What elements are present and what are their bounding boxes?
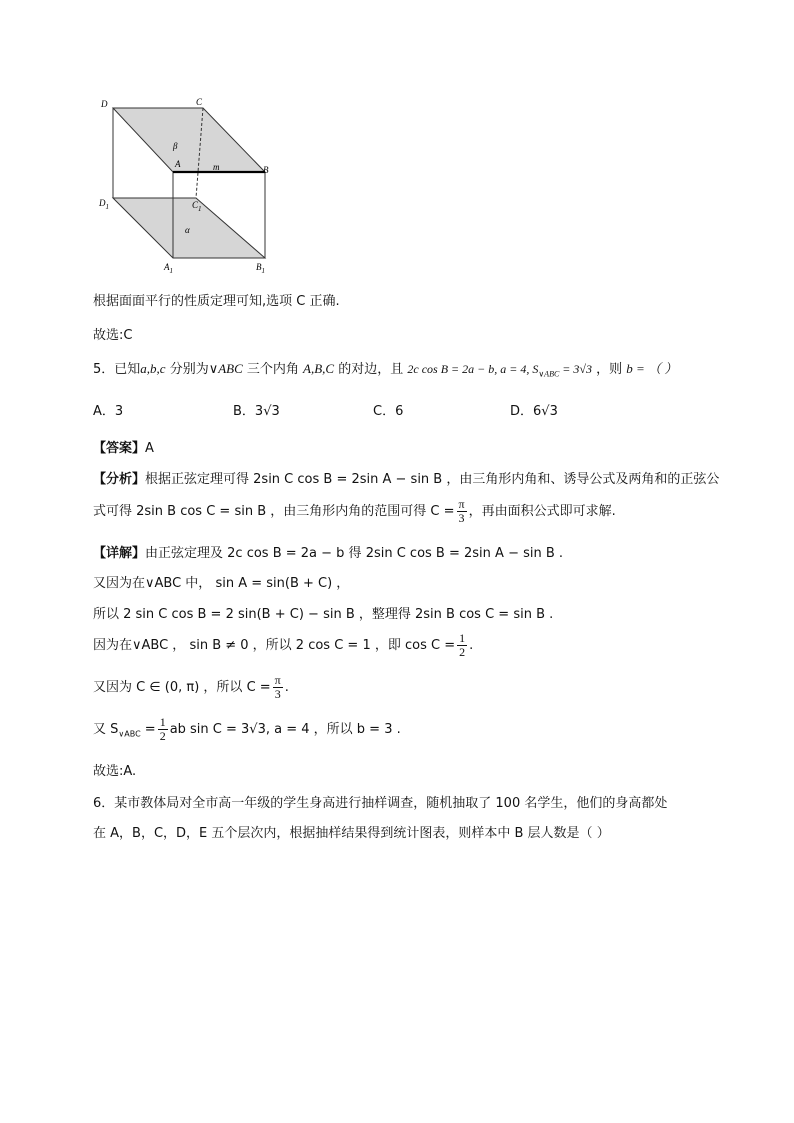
answer-tag: 【答案】 (93, 441, 146, 456)
option-b: B．3√3 (233, 404, 280, 419)
label-beta: β (173, 141, 178, 151)
detail-text: ab sin C = 3√3, a = 4 ，所以 b = 3 . (169, 722, 401, 737)
detail-text: 又 S (93, 722, 119, 737)
label-D: D (101, 99, 108, 109)
detail-line-3: 所以 2 sin C cos B = 2 sin(B + C) − sin B ，整理得 2sin B cos C = sin B . (93, 607, 554, 622)
label-B: B (263, 165, 269, 175)
answer-line (93, 437, 154, 456)
analysis-text: 根据正弦定理可得 2sin C cos B = 2sin A − sin B ，由三角形内角和、诱导公式及两角和的正弦公 (145, 472, 720, 487)
detail-text: 又因为 C ∈ (0, π) ，所以 C = (93, 680, 271, 695)
option-a: A．3 (93, 404, 124, 419)
fraction: $\frac{1}{2}$ (459, 631, 466, 659)
q5-text: 分别为 (165, 362, 209, 377)
detail-text: . (284, 680, 289, 695)
detail-line-5 (93, 674, 289, 701)
detail-text: 由正弦定理及 2c cos B = 2a − b 得 2sin C cos B = 2sin A − sin B . (145, 546, 564, 561)
q5-angles: A,B,C (303, 361, 335, 376)
detail-line-2: 又因为在∨ABC 中， sin A = sin(B + C) ， (93, 576, 350, 591)
question-6-line-1: 6．某市教体局对全市高一年级的学生身高进行抽样调查，随机抽取了 100 名学生，他们的身高都处 (93, 796, 668, 811)
analysis-tag: 【分析】 (93, 472, 146, 487)
q5-text: 的对边，且 (334, 362, 408, 377)
label-A: A (175, 159, 181, 169)
detail-text: . (469, 638, 474, 653)
q5-vars: a,b,c (140, 361, 166, 376)
analysis-text: ，再由面积公式即可求解. (468, 504, 616, 519)
plane-beta (113, 108, 265, 172)
detail-line-6 (93, 716, 401, 743)
geometry-figure (95, 95, 280, 280)
option-d: D．6√3 (510, 404, 558, 419)
analysis-text: 式可得 2sin B cos C = sin B ，由三角形内角的范围可得 C = (93, 504, 455, 519)
fraction: $\frac{\pi}{3}$ (458, 497, 465, 525)
label-C: C (196, 97, 203, 107)
label-alpha: α (185, 225, 190, 235)
label-A1: $A_1$ (164, 262, 173, 275)
detail-line-7: 故选:A. (93, 764, 137, 779)
fraction: $\frac{\pi}{3}$ (274, 673, 281, 701)
q5-triangle: ∨ABC (208, 361, 243, 376)
q5-number: 5．已知 (93, 362, 141, 377)
q5-sub: ∨ABC (538, 369, 560, 379)
label-C1: $C_1$ (192, 200, 202, 213)
detail-line-1 (93, 542, 563, 561)
conclusion-line: 根据面面平行的性质定理可知,选项 C 正确. (93, 294, 340, 309)
analysis-line-2 (93, 498, 616, 525)
option-c: C．6 (373, 404, 404, 419)
label-B1: $B_1$ (256, 262, 265, 275)
answer-value: A (145, 441, 154, 456)
detail-text: = (140, 722, 156, 737)
q5-text: ，则 (591, 362, 627, 377)
label-m: m (213, 162, 220, 172)
detail-tag: 【详解】 (93, 546, 146, 561)
detail-text: 因为在∨ABC ， sin B ≠ 0 ，所以 2 cos C = 1 ，即 cos C = (93, 638, 456, 653)
question-6-line-2: 在 A，B，C，D，E 五个层次内，根据抽样结果得到统计图表，则样本中 B 层人数是（ ） (93, 826, 610, 841)
question-5 (93, 358, 677, 379)
detail-line-4 (93, 632, 473, 659)
q5-condition: = 3√3 (559, 362, 592, 376)
detail-sub: ∨ABC (118, 729, 141, 739)
label-D1: $D_1$ (99, 198, 109, 211)
q5-condition: 2c cos B = 2a − b, a = 4, S (407, 362, 539, 376)
choice-line: 故选:C (93, 328, 133, 343)
fraction: $\frac{1}{2}$ (159, 715, 166, 743)
q5-text: 三个内角 (242, 362, 304, 377)
q5-ask: b = （ ） (626, 361, 678, 376)
analysis-line-1 (93, 468, 719, 487)
